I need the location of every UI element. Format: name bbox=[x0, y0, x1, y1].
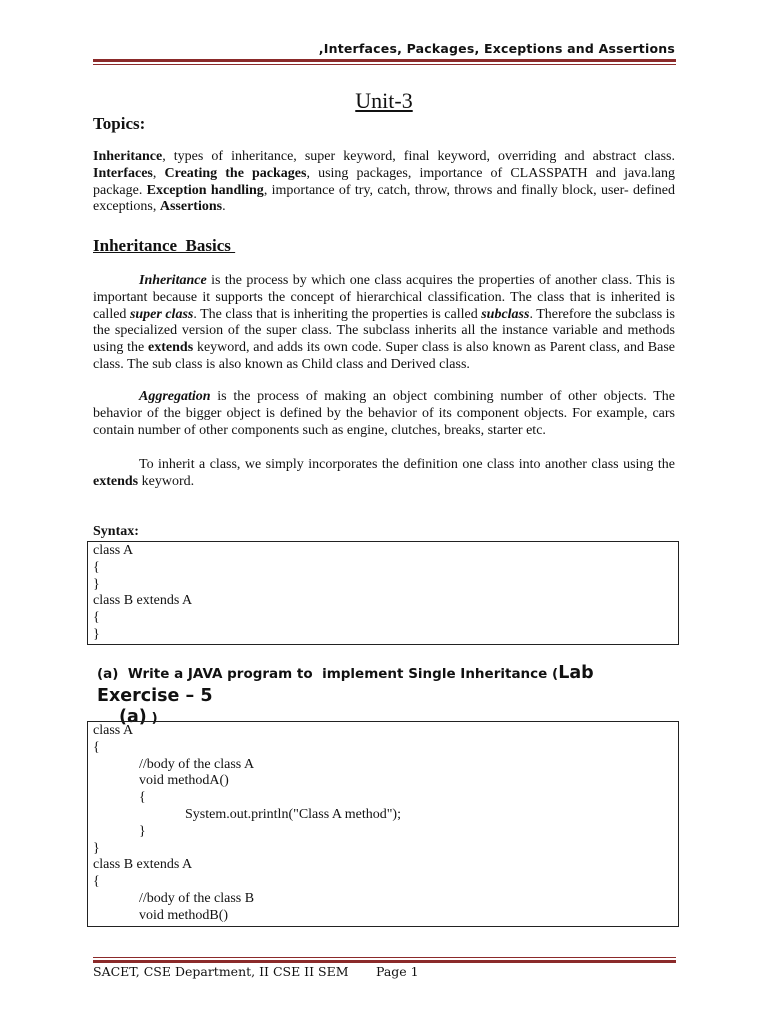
code-line: //body of the class A bbox=[139, 756, 255, 772]
body-text: is the process by which one class acquires the properties of another class. This is important because it supports the concept of hierarchical classification. The class that is inherited is called bbox=[93, 273, 675, 322]
program-code-box bbox=[87, 721, 679, 927]
body-text: is the process of making an object combining number of other objects. The behavior of the bigger object is defined by the behavior of its component objects. For example, cars contain number of other components such as engine, clutches, breaks, starter etc. bbox=[93, 389, 675, 438]
topic-exception-handling: Exception handling bbox=[146, 182, 264, 198]
syntax-label: Syntax: bbox=[93, 524, 139, 539]
footer-text: SACET, CSE Department, II CSE II SEM bbox=[93, 964, 349, 979]
code-line: { bbox=[93, 874, 100, 890]
code-line: } bbox=[139, 823, 146, 839]
footer-rule-thick bbox=[93, 960, 676, 963]
unit-title: Unit-3 bbox=[355, 88, 413, 113]
topic-assertions: Assertions bbox=[159, 199, 223, 215]
code-line: class B extends A bbox=[93, 593, 193, 609]
term-extends: extends bbox=[93, 473, 139, 489]
code-line: { bbox=[139, 790, 146, 806]
topics-label: Topics: bbox=[93, 114, 146, 133]
term-subclass: subclass bbox=[481, 306, 530, 322]
topics-paragraph bbox=[93, 149, 675, 216]
term-super-class: super class bbox=[129, 306, 194, 322]
term-aggregation: Aggregation bbox=[139, 389, 211, 404]
code-line: } bbox=[93, 840, 100, 856]
paragraph-inherit-class bbox=[93, 457, 675, 491]
topic-interfaces: Interfaces bbox=[93, 165, 153, 181]
footer-rule-thin bbox=[93, 957, 676, 958]
body-text: To inherit a class, we simply incorporates the definition one class into another class using the bbox=[139, 457, 675, 472]
topic-packages: Creating the packages bbox=[164, 165, 307, 181]
term-extends: extends bbox=[148, 340, 194, 356]
code-line: System.out.println("Class A method"); bbox=[185, 806, 401, 822]
code-line: { bbox=[93, 559, 100, 575]
topic-text: , types of inheritance, super keyword, final keyword, overriding and abstract class. bbox=[162, 149, 675, 164]
code-line: { bbox=[93, 610, 100, 626]
header-rule-thick bbox=[93, 59, 676, 62]
exercise-heading bbox=[97, 662, 677, 729]
body-text: keyword, and adds its own code. Super class is also known as Parent class, and Base class. The sub class is also known as Child class and Derived class. bbox=[93, 340, 675, 372]
topic-text: , using packages, importance of CLASSPATH and java.lang package. bbox=[93, 165, 675, 198]
exercise-sub-label: (a) bbox=[119, 707, 147, 727]
topic-inheritance: Inheritance bbox=[93, 149, 163, 164]
paragraph-inheritance bbox=[93, 273, 675, 374]
code-line: class A bbox=[93, 723, 134, 738]
code-line: void methodB() bbox=[139, 907, 229, 923]
paragraph-aggregation bbox=[93, 389, 675, 439]
code-line: //body of the class B bbox=[139, 890, 255, 906]
code-line: { bbox=[93, 739, 100, 755]
code-line: class A bbox=[93, 543, 134, 558]
body-text: keyword. bbox=[138, 473, 195, 489]
code-line: } bbox=[93, 626, 100, 642]
section-heading: Inheritance Basics bbox=[93, 236, 236, 255]
code-line: void methodA() bbox=[139, 773, 229, 789]
code-line: } bbox=[93, 576, 100, 592]
header-rule-thin bbox=[93, 64, 676, 65]
topic-text: , importance of try, catch, throw, throws and finally block, user- defined exceptions, bbox=[93, 182, 675, 215]
term-inheritance: Inheritance bbox=[139, 273, 207, 288]
exercise-suffix: ) bbox=[146, 710, 158, 726]
code-line: class B extends A bbox=[93, 857, 193, 873]
syntax-code-box bbox=[87, 541, 679, 645]
topic-text: , bbox=[152, 165, 165, 181]
body-text: . The class that is inheriting the properties is called bbox=[193, 306, 482, 322]
page-number: Page 1 bbox=[376, 964, 419, 979]
running-header: ,Interfaces, Packages, Exceptions and Assertions bbox=[318, 41, 675, 56]
exercise-prefix: (a) Write a JAVA program to implement Single Inheritance ( bbox=[97, 666, 559, 682]
exercise-label: Lab Exercise – 5 bbox=[97, 663, 594, 706]
body-text: . Therefore the subclass is the specialized version of the super class. The subclass inherits all the instance variable and methods using the bbox=[93, 306, 675, 356]
topic-text: . bbox=[222, 199, 226, 215]
